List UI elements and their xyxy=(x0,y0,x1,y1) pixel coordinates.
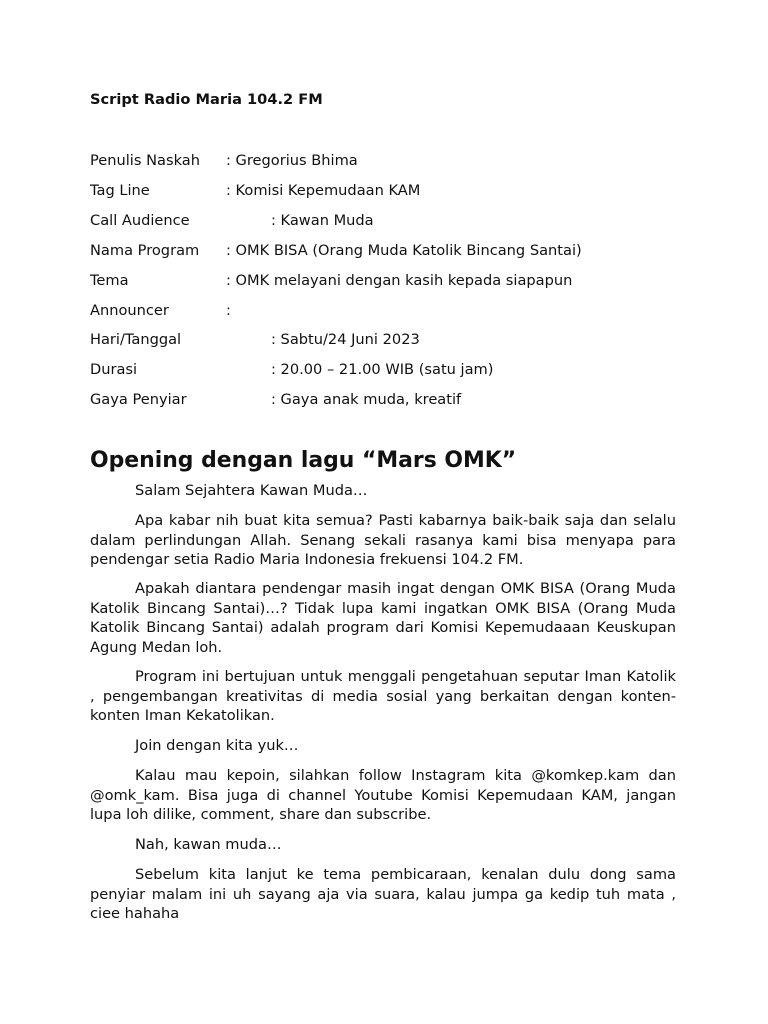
meta-value: : OMK melayani dengan kasih kepada siapapun xyxy=(226,272,573,289)
paragraph-kawan-muda: Nah, kawan muda… xyxy=(135,836,282,853)
paragraph-program-purpose: Program ini bertujuan untuk menggali pengetahuan seputar Iman Katolik , pengembangan kreativitas di media sosial yang berkaitan dengan konten-konten Iman Kekatolikan. xyxy=(90,668,676,725)
paragraph-join: Join dengan kita yuk… xyxy=(135,737,299,754)
meta-label: Hari/Tanggal xyxy=(90,331,182,348)
paragraph-social-media: Kalau mau kepoin, silahkan follow Instagram kita @komkep.kam dan @omk_kam. Bisa juga di channel Youtube Komisi Kepemudaan KAM, jangan lupa loh dilike, comment, share dan subscribe. xyxy=(90,767,676,824)
document-title: Script Radio Maria 104.2 FM xyxy=(90,91,323,108)
meta-value: : 20.00 – 21.00 WIB (satu jam) xyxy=(271,361,494,378)
section-heading: Opening dengan lagu “Mars OMK” xyxy=(90,448,517,473)
meta-label: Gaya Penyiar xyxy=(90,391,187,408)
meta-value: : Gregorius Bhima xyxy=(226,152,358,169)
meta-label: Announcer xyxy=(90,302,169,319)
meta-value: : xyxy=(226,302,231,319)
meta-value: : Sabtu/24 Juni 2023 xyxy=(271,331,420,348)
meta-label: Penulis Naskah xyxy=(90,152,200,169)
meta-value: : OMK BISA (Orang Muda Katolik Bincang Santai) xyxy=(226,242,582,259)
paragraph-announcer-intro: Sebelum kita lanjut ke tema pembicaraan, kenalan dulu dong sama penyiar malam ini uh sayang aja via suara, kalau jumpa ga kedip tuh mata , ciee hahaha xyxy=(90,866,676,923)
meta-label: Tema xyxy=(90,272,129,289)
meta-label: Nama Program xyxy=(90,242,200,259)
meta-value: : Kawan Muda xyxy=(271,212,374,229)
meta-value: : Komisi Kepemudaan KAM xyxy=(226,182,421,199)
meta-label: Tag Line xyxy=(90,182,150,199)
paragraph-program-reminder: Apakah diantara pendengar masih ingat dengan OMK BISA (Orang Muda Katolik Bincang Santai)…? Tidak lupa kami ingatkan OMK BISA (Orang Muda Katolik Bincang Santai) adalah program dari Komisi Kepemudaaan Keuskupan Agung Medan loh. xyxy=(90,580,676,657)
paragraph-intro: Apa kabar nih buat kita semua? Pasti kabarnya baik-baik saja dan selalu dalam perlindungan Allah. Senang sekali rasanya kami bisa menyapa para pendengar setia Radio Maria Indonesia frekuensi 104.2 FM. xyxy=(90,512,676,569)
meta-label: Call Audience xyxy=(90,212,190,229)
meta-value: : Gaya anak muda, kreatif xyxy=(271,391,462,408)
meta-label: Durasi xyxy=(90,361,138,378)
paragraph-greeting: Salam Sejahtera Kawan Muda… xyxy=(135,482,368,499)
